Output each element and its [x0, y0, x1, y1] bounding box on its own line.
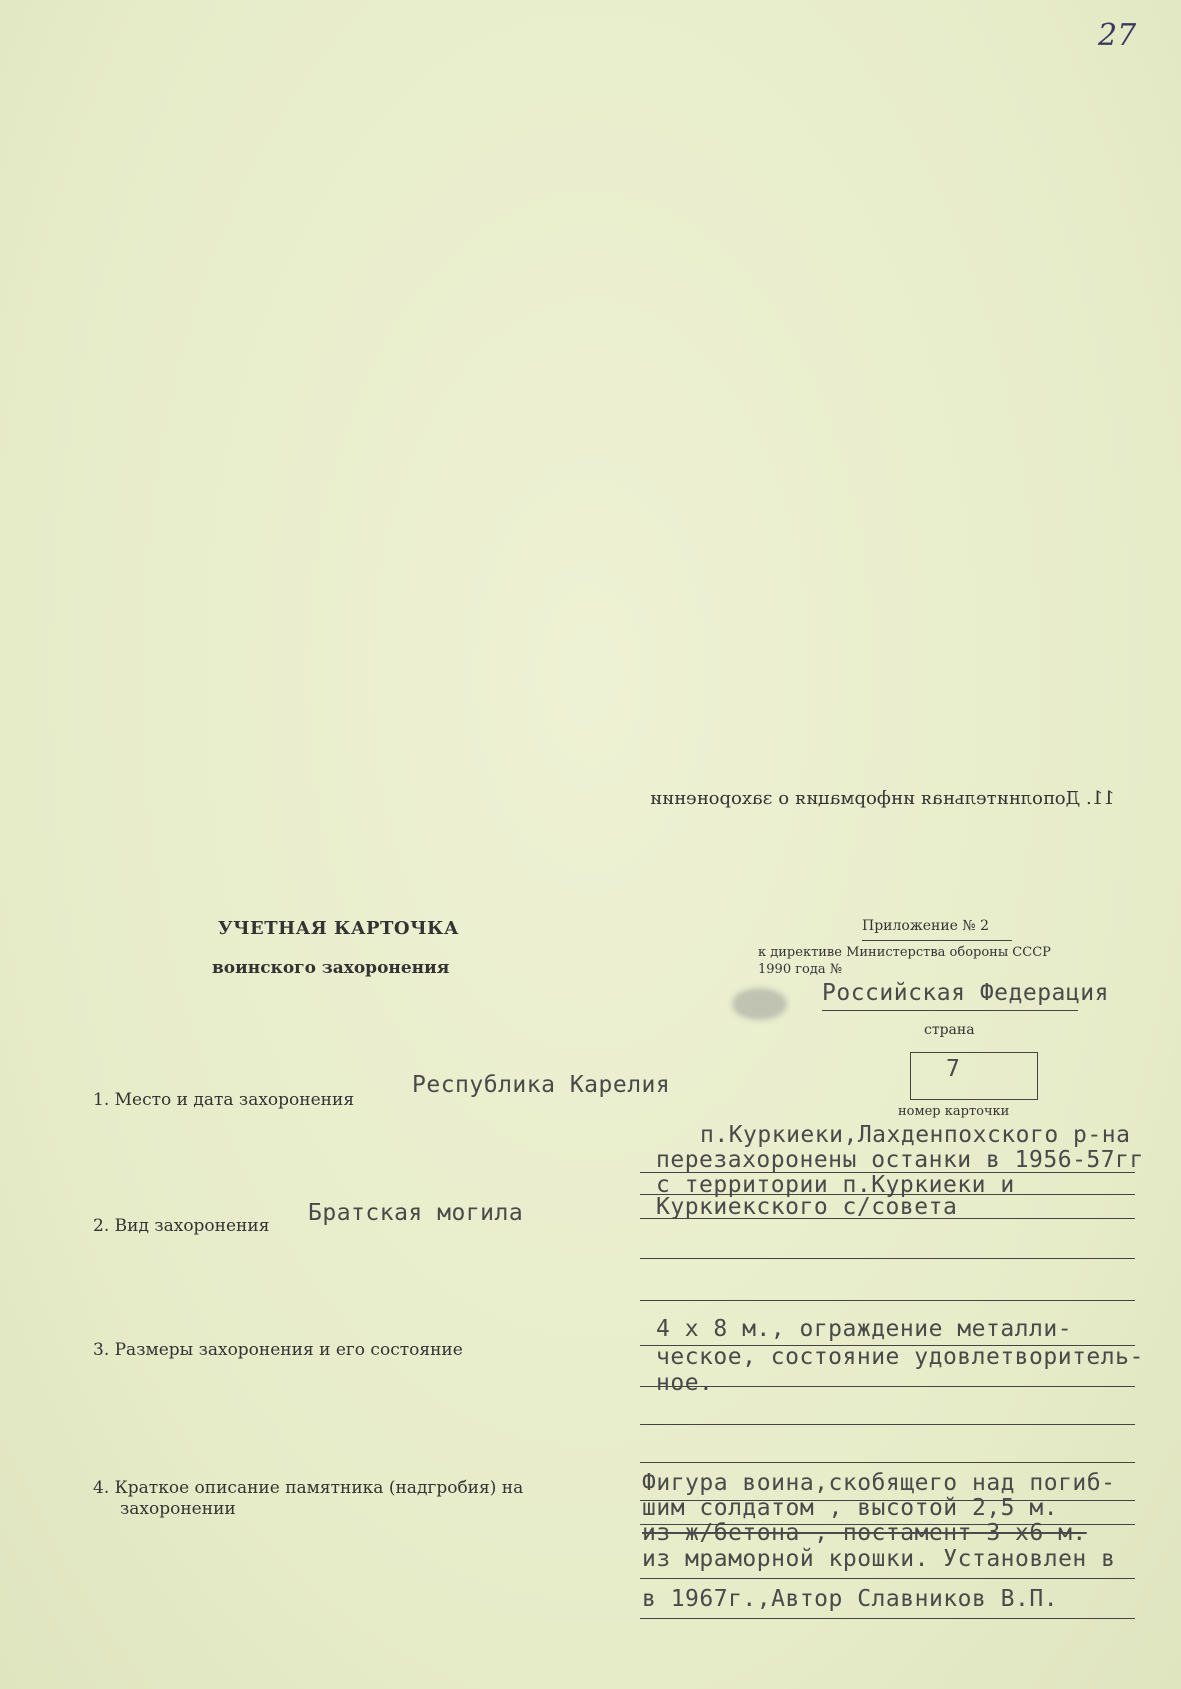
field-1-value: Республика Карелия	[412, 1072, 671, 1098]
blank-rule-3	[640, 1424, 1135, 1425]
directive-line: к директиве Министерства обороны СССР	[758, 945, 1051, 960]
card-number-box	[910, 1052, 1038, 1100]
country-value: Российская Федерация	[822, 980, 1109, 1006]
field-2-label: 2. Вид захоронения	[93, 1216, 270, 1236]
size-line-2: ческое, состояние удовлетворитель-	[656, 1344, 1144, 1370]
card-title: УЧЕТНАЯ КАРТОЧКА	[218, 918, 460, 939]
monument-line-4: из мраморной крошки. Установлен в	[642, 1546, 1116, 1572]
field-4-label-line-2: захоронении	[120, 1499, 236, 1519]
size-line-1: 4 х 8 м., ограждение металли-	[656, 1316, 1073, 1342]
location-line-1: п.Куркиеки,Лахденпохского р-на	[700, 1122, 1131, 1148]
mirrored-bleed-text: 11. Дополнительная информация о захоронении	[650, 788, 1115, 809]
monument-line-5: в 1967г.,Автор Славников В.П.	[642, 1586, 1059, 1612]
blank-rule-1	[640, 1258, 1135, 1259]
monument-rule-4	[640, 1578, 1135, 1579]
location-line-2: перезахоронены останки в 1956-57гг	[656, 1147, 1144, 1173]
monument-rule-5	[640, 1618, 1135, 1619]
location-line-4: Куркиекского с/совета	[656, 1194, 958, 1220]
country-label: страна	[924, 1022, 975, 1038]
ink-smudge	[732, 988, 787, 1020]
blank-rule-2	[640, 1300, 1135, 1301]
monument-line-3: из ж/бетона , постамент 3 х6 м.	[642, 1520, 1087, 1546]
card-number-label: номер карточки	[898, 1104, 1010, 1119]
location-rule-4	[640, 1218, 1135, 1219]
field-2-value: Братская могила	[308, 1200, 524, 1226]
location-line-3: с территории п.Куркиеки и	[656, 1172, 1015, 1198]
card-subtitle: воинского захоронения	[212, 958, 450, 978]
monument-line-1: Фигура воина,скобящего над погиб-	[642, 1470, 1116, 1496]
appendix-underline	[862, 940, 1012, 941]
field-1-label: 1. Место и дата захоронения	[93, 1090, 355, 1110]
monument-line-2: шим солдатом , высотой 2,5 м.	[642, 1495, 1059, 1521]
appendix-label: Приложение № 2	[862, 918, 989, 934]
field-4-label-line-1: 4. Краткое описание памятника (надгробия) на	[93, 1478, 524, 1498]
blank-rule-4	[640, 1462, 1135, 1463]
size-rule-2	[640, 1386, 1135, 1387]
size-line-3: ное.	[656, 1370, 714, 1396]
card-number-value: 7	[946, 1056, 961, 1082]
country-underline	[822, 1010, 1078, 1011]
directive-year: 1990 года №	[758, 962, 843, 977]
field-3-label: 3. Размеры захоронения и его состояние	[93, 1340, 463, 1360]
page-number: 27	[1098, 18, 1137, 53]
